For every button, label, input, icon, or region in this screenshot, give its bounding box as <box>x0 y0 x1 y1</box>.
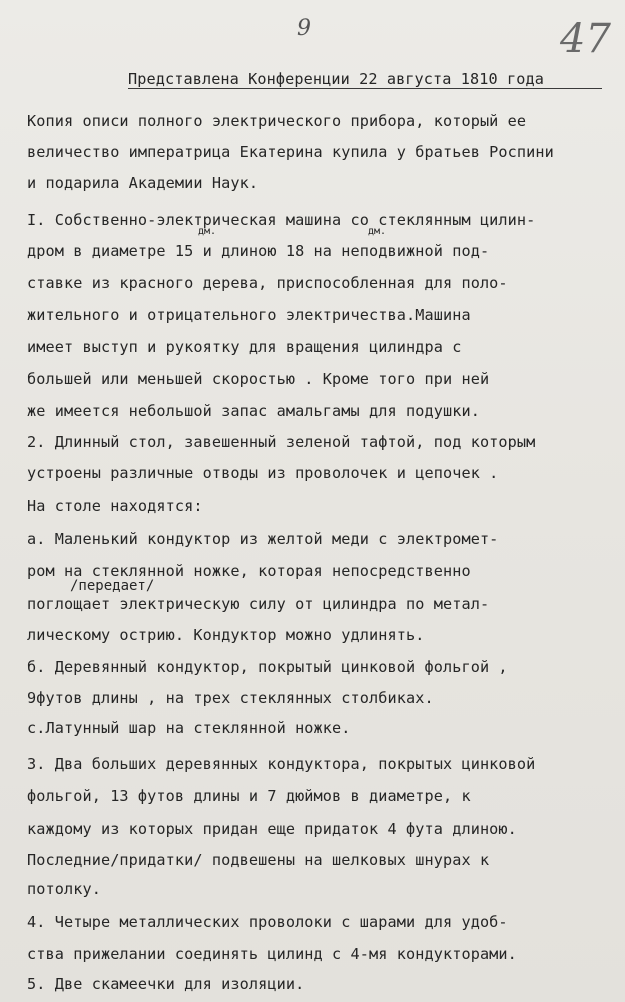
item-1-superscript-length: дм. <box>368 226 387 237</box>
item-2-line-2: устроены различные отводы из проволочек и цепочек . <box>27 464 499 482</box>
item-3-line-1: 3. Два больших деревянных кондуктора, покрытых цинковой <box>27 755 536 773</box>
item-1-line-6: большей или меньшей скоростью . Кроме того при ней <box>27 370 490 388</box>
intro-line-1: Копия описи полного электрического прибора, который ее <box>27 112 527 130</box>
header-title: Представлена Конференции 22 августа 1810 года <box>128 70 544 88</box>
item-1-line-3: ставке из красного дерева, приспособленная для поло- <box>27 274 508 292</box>
item-3-line-5: потолку. <box>27 880 101 898</box>
header-underline <box>128 88 602 89</box>
item-2c-line-1: с.Латунный шар на стеклянной ножке. <box>27 719 351 737</box>
item-3-line-4: Последние/придатки/ подвешены на шелковых шнурах к <box>27 851 490 869</box>
item-1-superscript-diameter: дм. <box>198 226 217 237</box>
item-2a-line-2: ром на стеклянной ножке, которая непосредственно <box>27 562 471 580</box>
page-number: 9 <box>297 16 311 41</box>
item-2a-insertion: /передает/ <box>70 578 155 594</box>
item-1-line-2: дром в диаметре 15 и длиною 18 на неподвижной под- <box>27 242 490 260</box>
item-4-line-2: ства прижелании соединять цилинд с 4-мя кондукторами. <box>27 945 517 963</box>
item-2b-line-2: 9футов длины , на трех стеклянных столбиках. <box>27 689 434 707</box>
item-2a-line-4: лическому острию. Кондуктор можно удлинять. <box>27 626 425 644</box>
item-2b-line-1: б. Деревянный кондуктор, покрытый цинковой фольгой , <box>27 658 508 676</box>
item-1-line-4: жительного и отрицательного электричества.Машина <box>27 306 471 324</box>
intro-line-3: и подарила Академии Наук. <box>27 174 259 192</box>
item-1-line-7: же имеется небольшой запас амальгамы для подушки. <box>27 402 480 420</box>
item-2-line-3: На столе находятся: <box>27 497 203 515</box>
item-2-line-1: 2. Длинный стол, завешенный зеленой тафтой, под которым <box>27 433 536 451</box>
archive-number: 47 <box>560 16 611 62</box>
item-2a-line-3: поглощает электрическую силу от цилиндра по метал- <box>27 595 490 613</box>
item-2a-line-1: а. Маленький кондуктор из желтой меди с электромет- <box>27 530 499 548</box>
intro-line-2: величество императрица Екатерина купила у братьев Роспини <box>27 143 554 161</box>
item-3-line-3: каждому из которых придан еще придаток 4 фута длиною. <box>27 820 517 838</box>
item-1-line-1: I. Собственно-электрическая машина со стеклянным цилин- <box>27 211 536 229</box>
item-5-line-1: 5. Две скамеечки для изоляции. <box>27 975 305 993</box>
item-4-line-1: 4. Четыре металлических проволоки с шарами для удоб- <box>27 913 508 931</box>
item-1-line-5: имеет выступ и рукоятку для вращения цилиндра с <box>27 338 462 356</box>
item-3-line-2: фольгой, 13 футов длины и 7 дюймов в диаметре, к <box>27 787 471 805</box>
